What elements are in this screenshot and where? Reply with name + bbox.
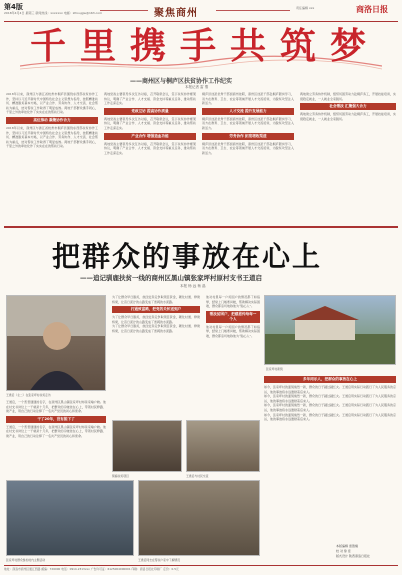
group-photo [138,480,260,556]
photo-caption: 张家坪村群众参加村内主题活动 [6,558,46,562]
paragraph: 如今，张家坪村的面貌焕然一新，群众的日子越过越红火。王道启用实际行动践行了为人民服务的宗旨，他的事迹将永远激励着后来人。 [264,412,396,422]
section-heading: 劳务协作 拓宽增收渠道 [202,133,294,140]
editor-meta: 责任编辑 xxx [296,6,315,10]
photo-caption: 王道启（左二）在张家坪村扶贫走访 [6,393,51,397]
section-heading: 高位推动 凝聚协作合力 [6,117,98,124]
article1-column-4 [300,92,396,220]
article2-column-3 [206,295,260,420]
masthead [4,2,398,20]
village-photo [264,295,396,365]
article1-column-2 [104,92,196,220]
paragraph: 他对村里每一户贫困户的情况都了如指掌，经常上门嘘寒问暖，帮助解决实际困难，群众都亲切地称他为“贴心人”。 [206,324,260,338]
photo-thumbnail [186,420,260,472]
article2-column-4 [264,374,396,540]
paragraph: 如今，张家坪村的面貌焕然一新，群众的日子越过越红火。王道启用实际行动践行了为人民服务的宗旨，他的事迹将永远激励着后来人。 [264,394,396,403]
article2-subtitle: ——追记驯鹿扶贫一线的商州区黑山镇张家坪村原村支书王道启 [80,274,262,282]
photo-caption: 王道启与村民交流 [186,474,209,478]
section-heading: 党政互访 提高协作质量 [104,108,196,115]
newspaper-logo: 商洛日报 [356,4,388,14]
photo-caption: 张家坪村新貌 [266,367,283,371]
article2-column-2 [112,295,200,415]
section-title: 聚焦商州 [154,8,198,19]
paragraph: 为了让群众早日脱贫，他四处奔走争取项目资金，硬化村道、修建桥梁，让昔日泥泞的山路变成了宽阔的水泥路。 [112,324,200,333]
banner-char: 携 [129,25,166,67]
photo-thumbnail [112,420,182,472]
divider [4,21,398,22]
paragraph: 桐庐县选派优秀干部到商州挂职，商州区选派干部赴桐庐跟岗学习，双方在教育、卫生、农业等领域开展人才交流培训，为脱贫攻坚注入新活力。 [202,92,294,106]
section-heading: 人才交流 提升发展能力 [202,108,294,115]
banner-char: 千 [29,25,66,67]
paragraph: 两地建立劳务协作机制，组织贫困劳动力赴桐庐务工，开展技能培训，实现稳定就业，一人就业全家脱贫。 [300,92,396,101]
paragraph: 2018年以来，商州区与浙江省杭州市桐庐县围绕东西部扶贫协作工作，坚持以习近平新时代中国特色社会主义思想为指导，按照精准扶贫、精准脱贫基本方略，以产业合作、劳务协作、人才交流、社会帮扶为重点，结对帮扶工作取得了明显成效。两地干部群众携手同心，千里之外的牵挂化作了实实在在的帮扶行动。 [6,92,98,115]
page-number: 第4版 [4,3,23,11]
divider [100,10,148,11]
paragraph: 如今，张家坪村的面貌焕然一新，群众的日子越过越红火。王道启用实际行动践行了为人民服务的宗旨，他的事迹将永远激励着后来人。 [264,403,396,412]
issue-meta: 2018年4月4日 星期三 新闻热线：xxxxxxx 电邮：zlhoujgw@163.com [4,11,103,15]
paragraph: 为了让群众早日脱贫，他四处奔走争取项目资金，硬化村道、修建桥梁，让昔日泥泞的山路变成了宽阔的水泥路。 [112,295,200,304]
banner-char: 里 [79,25,116,67]
photo-caption: 王道启同志在帮扶户家中了解情况 [138,558,180,562]
portrait-photo [6,295,106,391]
section-heading: 多年同乐人，把群众的事放在心上 [264,376,396,383]
group-photo [6,480,134,556]
banner-char: 梦 [329,25,366,67]
article2-column-1 [6,400,106,476]
article2-byline: 本报 杨 远 杨 晶 [180,284,206,288]
paragraph: 如今，张家坪村的面貌焕然一新，群众的日子越过越红火。王道启用实际行动践行了为人民服务的宗旨，他的事迹将永远激励着后来人。 [264,385,396,394]
paragraph: 王道启，一个普普通通的名字，在商州区黑山镇张家坪村却是家喻户晓。他在村支书岗位上一干就是十几年，把群众的冷暖挂在心上，带领村民修路、建产业，用自己的行动诠释了一名共产党员的初心和使命。 [6,400,106,414]
section-heading: 帮扶贫困户，把感恩传给每一个人 [206,311,260,323]
divider [216,10,290,11]
paragraph: 两地党政主要领导多次互访对接，召开联席会议，签订扶贫协作框架协议，明确了产业合作、人才支援、资金支持等重点任务，推动帮扶工作走深走实。 [104,116,196,130]
footer-info: 地址：商洛市商州区通江西路 邮编：726000 电话：0914-2313xxx 广告许可证：6125004000001 印刷：商洛日报社印刷厂 定价：0.5元 [4,567,179,571]
paragraph: 2018年以来，商州区与浙江省杭州市桐庐县围绕东西部扶贫协作工作，坚持以习近平新时代中国特色社会主义思想为指导，按照精准扶贫、精准脱贫基本方略，以产业合作、劳务协作、人才交流、社会帮扶为重点，结对帮扶工作取得了明显成效。两地干部群众携手同心，千里之外的牵挂化作了实实在在的帮扶行动。 [6,125,98,149]
section-heading: 产业合作 增强造血功能 [104,133,196,140]
paragraph: 他对村里每一户贫困户的情况都了如指掌，经常上门嘘寒问暖，帮助解决实际困难，群众都亲切地称他为“贴心人”。 [206,295,260,309]
photo-caption: 驯鹿扶贫项目 [112,474,129,478]
divider [4,226,398,228]
article1-banner [20,24,382,74]
paragraph: 两地党政主要领导多次互访对接，召开联席会议，签订扶贫协作框架协议，明确了产业合作、人才支援、资金支持等重点任务，推动帮扶工作走深走实。 [104,141,196,155]
paragraph: 桐庐县选派优秀干部到商州挂职，商州区选派干部赴桐庐跟岗学习，双方在教育、卫生、农业等领域开展人才交流培训，为脱贫攻坚注入新活力。 [202,141,294,155]
paragraph: 王道启，一个普普通通的名字，在商州区黑山镇张家坪村却是家喻户晓。他在村支书岗位上一干就是十几年，把群众的冷暖挂在心上，带领村民修路、建产业，用自己的行动诠释了一名共产党员的初心和使命。 [6,424,106,438]
paragraph: 为了让群众早日脱贫，他四处奔走争取项目资金，硬化村道、修建桥梁，让昔日泥泞的山路变成了宽阔的水泥路。 [112,315,200,324]
article1-byline: 本报记者 雷 骞 [185,85,209,89]
editor-credits: 本版编辑 雷胜楠 校 对 徐 佳 版式设计 陕西商洛日报社 [336,544,370,558]
paragraph: 两地党政主要领导多次互访对接，召开联席会议，签订扶贫协作框架协议，明确了产业合作、人才支援、资金支持等重点任务，推动帮扶工作走深走实。 [104,92,196,106]
paragraph: 两地建立劳务协作机制，组织贫困劳动力赴桐庐务工，开展技能培训，实现稳定就业，一人就业全家脱贫。 [300,112,396,121]
paragraph: 桐庐县选派优秀干部到商州挂职，商州区选派干部赴桐庐跟岗学习，双方在教育、卫生、农业等领域开展人才交流培训，为脱贫攻坚注入新活力。 [202,116,294,130]
divider [4,565,398,566]
article1-column-3 [202,92,294,220]
section-heading: 干了20年，没有脱下了 [6,416,106,423]
section-heading: 社会帮扶 汇聚强大合力 [300,103,396,110]
banner-char: 共 [229,25,266,67]
banner-char: 手 [179,25,216,67]
article1-column-1 [6,92,98,220]
section-heading: 打通致富路，把党的关怀送到户 [112,306,200,313]
article1-subtitle: ——商州区与桐庐区扶贫协作工作纪实 [130,78,233,85]
article2-headline: 把群众的事放在心上 [52,240,323,273]
banner-char: 筑 [279,25,316,67]
